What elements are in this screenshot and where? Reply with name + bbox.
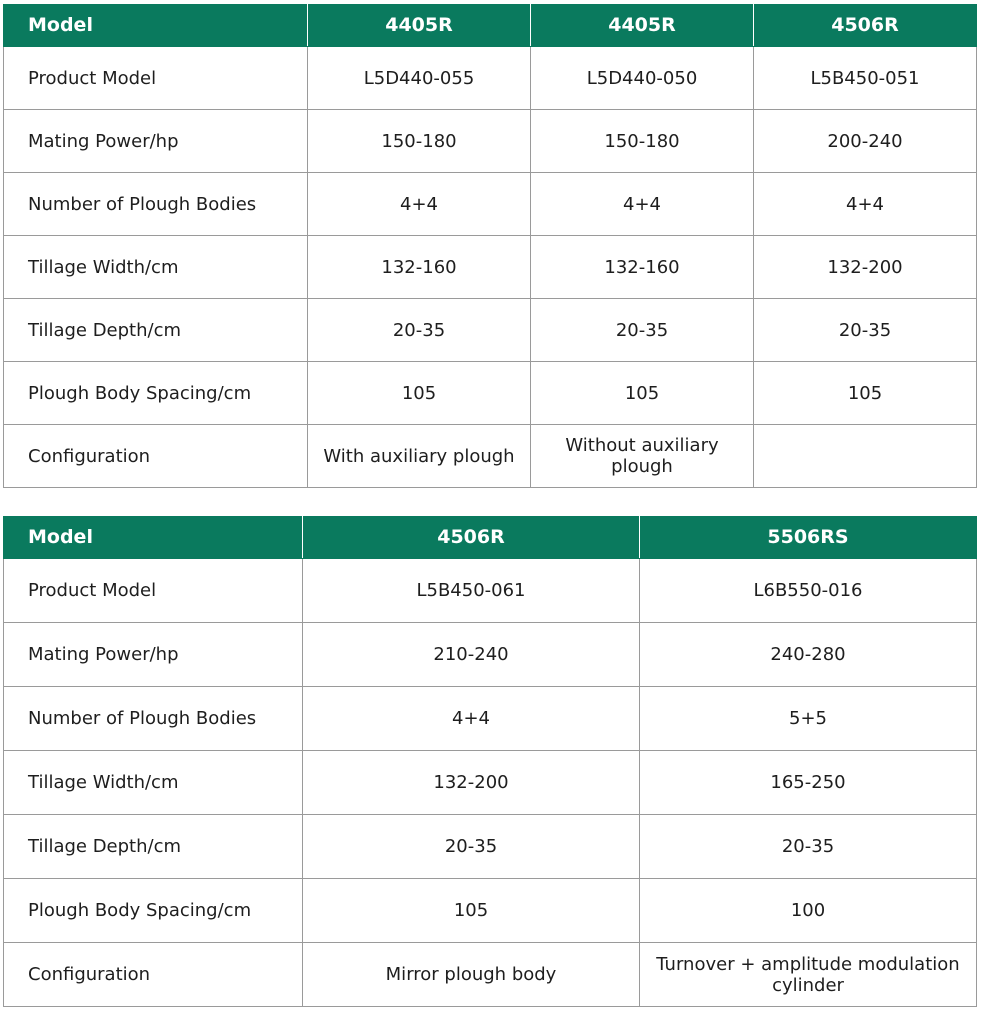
cell-value: 200-240 <box>754 110 977 173</box>
table-row <box>4 173 977 236</box>
row-label: Product Model <box>4 559 303 623</box>
cell-value: 105 <box>531 362 754 425</box>
cell-value: L6B550-016 <box>640 559 977 623</box>
cell-value: 20-35 <box>303 815 640 879</box>
cell-value: 100 <box>640 879 977 943</box>
row-label: Tillage Width/cm <box>4 751 303 815</box>
cell-value: 132-160 <box>308 236 531 299</box>
row-label: Product Model <box>4 47 308 110</box>
header-model-col: 4506R <box>303 517 640 559</box>
table-row <box>4 299 977 362</box>
row-label: Number of Plough Bodies <box>4 687 303 751</box>
table-header-row <box>4 5 977 47</box>
cell-value: With auxiliary plough <box>308 425 531 488</box>
header-model-col: 4405R <box>531 5 754 47</box>
table-header-row <box>4 517 977 559</box>
row-label: Plough Body Spacing/cm <box>4 879 303 943</box>
table-row <box>4 943 977 1007</box>
cell-value: 165-250 <box>640 751 977 815</box>
table-row <box>4 815 977 879</box>
cell-value: 105 <box>308 362 531 425</box>
table-row <box>4 559 977 623</box>
table-row <box>4 623 977 687</box>
table-row <box>4 687 977 751</box>
table-row <box>4 236 977 299</box>
cell-value: 4+4 <box>531 173 754 236</box>
cell-value: Without auxiliary plough <box>531 425 754 488</box>
cell-value: L5D440-050 <box>531 47 754 110</box>
row-label: Tillage Width/cm <box>4 236 308 299</box>
cell-value: Mirror plough body <box>303 943 640 1007</box>
cell-value: L5B450-051 <box>754 47 977 110</box>
row-label: Mating Power/hp <box>4 623 303 687</box>
cell-value: 105 <box>303 879 640 943</box>
cell-value: 105 <box>754 362 977 425</box>
table-row <box>4 362 977 425</box>
table-row <box>4 47 977 110</box>
row-label: Plough Body Spacing/cm <box>4 362 308 425</box>
cell-value: Turnover + amplitude modulation cylinder <box>640 943 977 1007</box>
cell-value: 5+5 <box>640 687 977 751</box>
cell-value: 210-240 <box>303 623 640 687</box>
table-row <box>4 110 977 173</box>
cell-value: 132-200 <box>754 236 977 299</box>
row-label: Configuration <box>4 425 308 488</box>
header-model-col: 4405R <box>308 5 531 47</box>
cell-value: 132-160 <box>531 236 754 299</box>
cell-value: 20-35 <box>754 299 977 362</box>
cell-value: L5D440-055 <box>308 47 531 110</box>
header-model-label: Model <box>4 5 308 47</box>
cell-value <box>754 425 977 488</box>
cell-value: 150-180 <box>531 110 754 173</box>
row-label: Tillage Depth/cm <box>4 299 308 362</box>
cell-value: 20-35 <box>531 299 754 362</box>
cell-value: L5B450-061 <box>303 559 640 623</box>
header-model-label: Model <box>4 517 303 559</box>
row-label: Number of Plough Bodies <box>4 173 308 236</box>
cell-value: 4+4 <box>754 173 977 236</box>
spec-table-4506r-5506rs <box>3 516 977 1007</box>
table-row <box>4 425 977 488</box>
cell-value: 4+4 <box>308 173 531 236</box>
cell-value: 150-180 <box>308 110 531 173</box>
header-model-col: 4506R <box>754 5 977 47</box>
cell-value: 132-200 <box>303 751 640 815</box>
row-label: Configuration <box>4 943 303 1007</box>
cell-value: 20-35 <box>308 299 531 362</box>
row-label: Mating Power/hp <box>4 110 308 173</box>
table-row <box>4 879 977 943</box>
cell-value: 20-35 <box>640 815 977 879</box>
row-label: Tillage Depth/cm <box>4 815 303 879</box>
spec-table-4405r-4506r <box>3 4 977 488</box>
cell-value: 240-280 <box>640 623 977 687</box>
header-model-col: 5506RS <box>640 517 977 559</box>
table-row <box>4 751 977 815</box>
cell-value: 4+4 <box>303 687 640 751</box>
